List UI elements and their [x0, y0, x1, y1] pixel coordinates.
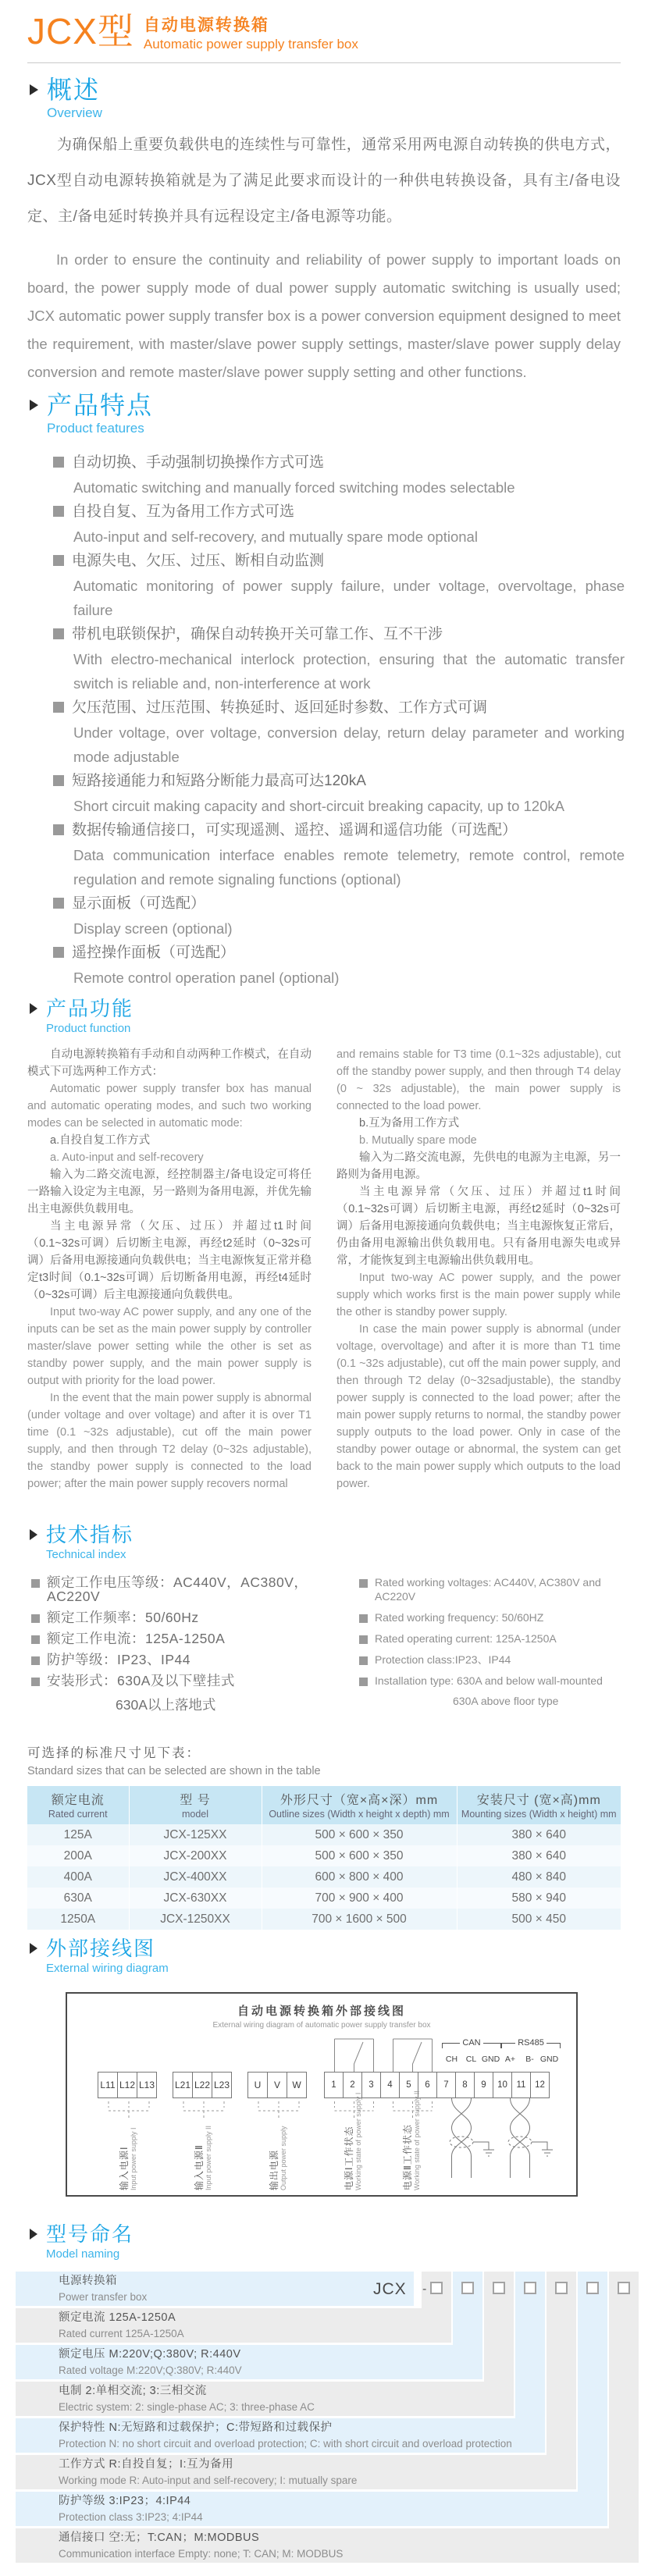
function-paragraph: 当主电源异常（欠压、过压）并超过t1时间（0.1~32s可调）后切断主电源，再经t2延时（0~32s可调）后备用电源接通向负载供电；当主电源恢复正常后，仍由备用电源输出供负载用电。只有备用电源失电或异常，才能恢复到主电源输出供负载用电。 — [336, 1185, 621, 1267]
terminal: L13 — [137, 2072, 157, 2098]
table-row — [27, 1888, 621, 1909]
group-label-en: Output power supply — [279, 2126, 287, 2190]
overview-paragraph-cn: 为确保船上重要负载供电的连续性与可靠性，通常采用两电源自动转换的供电方式，JCX型自动电源转换箱就是为了满足此要求而设计的一种供电转换设备，具有主/备电设定、主/备电延时转换并具有远程设定主/备电源等功能。 — [27, 137, 621, 226]
naming-heading-cn: 型号命名 — [46, 2222, 134, 2246]
bullet-square-icon — [53, 775, 64, 786]
section-features — [0, 392, 648, 990]
technical-item-text: Installation type: 630A and below wall-mounted — [375, 1674, 603, 1687]
technical-item — [31, 1575, 359, 1603]
bullet-square-icon — [53, 506, 64, 517]
header-en: model — [181, 1809, 209, 1820]
sizes-header-cell — [457, 1786, 621, 1824]
naming-row-cn: 防护等级 3:IP23；4:IP44 — [59, 2494, 191, 2507]
code-box — [586, 2282, 599, 2294]
terminal: L22 — [192, 2072, 212, 2098]
technical-heading-cn: 技术指标 — [46, 1523, 134, 1546]
feature-cn — [53, 941, 625, 966]
section-function — [0, 998, 648, 1493]
feature-cn — [53, 450, 625, 475]
group-label-cn: 电源Ⅱ工作状态 — [402, 2123, 413, 2190]
feature-cn-text: 自投自复、互为备用工作方式可选 — [72, 503, 295, 521]
terminal: 5 — [399, 2072, 418, 2098]
terminal: 9 — [474, 2072, 493, 2098]
naming-row-cn: 电源转换箱 — [59, 2274, 117, 2287]
bullet-square-icon — [31, 1678, 40, 1686]
bullet-square-icon — [53, 898, 64, 909]
naming-row — [16, 2418, 545, 2453]
bullet-square-icon — [359, 1635, 368, 1644]
group-label-input2 — [194, 2126, 213, 2190]
terminal: 6 — [418, 2072, 437, 2098]
terminal: 10 — [493, 2072, 512, 2098]
cell-mounting-size: 580 × 940 — [457, 1888, 621, 1909]
naming-row — [16, 2528, 639, 2563]
sizes-table — [27, 1786, 621, 1930]
brand-product-cn: 自动电源转换箱 — [143, 16, 269, 34]
bullet-square-icon — [53, 457, 64, 468]
technical-cn-list — [31, 1575, 359, 1714]
technical-item — [31, 1610, 359, 1624]
overview-heading — [30, 76, 648, 121]
group-label-input1 — [119, 2127, 138, 2190]
code-box — [430, 2282, 443, 2294]
terminal-group-input2 — [173, 2072, 232, 2098]
code-box — [493, 2282, 505, 2294]
feature-en: Automatic monitoring of power supply failure, under voltage, overvoltage, phase failure — [73, 578, 625, 619]
bullet-square-icon — [31, 1656, 40, 1665]
naming-heading — [30, 2223, 648, 2261]
feature-cn — [53, 500, 625, 525]
cell-rated-current: 630A — [27, 1888, 129, 1909]
wiring-title-en: External wiring diagram of automatic power supply transfer box — [212, 2020, 431, 2030]
can-bus-bracket — [442, 2038, 501, 2048]
technical-en-list — [359, 1575, 621, 1714]
technical-item — [359, 1653, 621, 1667]
naming-row-cn: 额定电压 M:220V;Q:380V; R:440V — [59, 2347, 241, 2361]
pin-label: A+ — [504, 2054, 516, 2064]
terminal: L12 — [117, 2072, 137, 2098]
function-paragraph: 输入为二路交流电源，经控制器主/备电设定可将任一路输入设定为主电源，另一路则为备用电源，并优先输出主电源供负载用电。 — [27, 1168, 312, 1215]
overview-heading-en: Overview — [47, 105, 102, 121]
section-arrow-icon — [30, 1003, 37, 1014]
feature-cn-text: 自动切换、手动强制切换操作方式可选 — [72, 454, 325, 471]
terminal: 2 — [343, 2072, 362, 2098]
terminal: L21 — [173, 2072, 193, 2098]
naming-row-en: Protection N: no short circuit and overload protection; C: with short circuit and overload protection — [59, 2437, 512, 2450]
terminal: V — [267, 2072, 287, 2098]
bullet-square-icon — [53, 947, 64, 958]
feature-en: Remote control operation panel (optional) — [73, 970, 340, 987]
brand-product-en: Automatic power supply transfer box — [143, 37, 358, 52]
function-paragraph: 当主电源异常（欠压、过压）并超过t1时间（0.1~32s可调）后切断主电源，再经t2延时（0~32s可调）后备用电源接通向负载供电；当主电源恢复正常并稳定t3时间（0.1~32s可调）后切断备用电源，再经t4延时（0~32s可调）后主电源接通向负载供电。 — [27, 1219, 312, 1301]
feature-item — [53, 818, 625, 891]
group-label-en: Input power supply I — [130, 2127, 137, 2190]
pin-label: GND — [481, 2054, 500, 2064]
feature-cn-text: 遥控操作面板（可选配） — [72, 945, 236, 962]
pin-label: CL — [465, 2054, 477, 2064]
terminal: L23 — [212, 2072, 232, 2098]
feature-item — [53, 549, 625, 622]
naming-diagram — [16, 2272, 639, 2565]
technical-item-text: Rated working frequency: 50/60HZ — [375, 1610, 544, 1624]
naming-row-cn: 工作方式 R:自投自复；I:互为备用 — [59, 2457, 234, 2471]
feature-cn — [53, 549, 625, 574]
cell-rated-current: 1250A — [27, 1909, 129, 1930]
bullet-square-icon — [359, 1614, 368, 1623]
feature-item — [53, 500, 625, 549]
code-strip — [578, 2272, 607, 2492]
table-row — [27, 1909, 621, 1930]
group-label-cn: 输出电源 — [269, 2149, 279, 2190]
sizes-header-cell — [27, 1786, 129, 1824]
cell-rated-current: 400A — [27, 1866, 129, 1888]
cell-outline-size: 600 × 800 × 400 — [262, 1866, 457, 1888]
brand-row — [27, 12, 621, 52]
terminal: 12 — [530, 2072, 550, 2098]
naming-row — [16, 2308, 451, 2343]
technical-heading-en: Technical index — [46, 1547, 126, 1561]
function-paragraph: 输入为二路交流电源，先供电的电源为主电源，另一路则为备用电源。 — [336, 1151, 621, 1181]
terminal: 7 — [436, 2072, 456, 2098]
bullet-square-icon — [53, 555, 64, 566]
feature-item — [53, 941, 625, 990]
section-sizes — [0, 1735, 648, 1930]
technical-heading — [30, 1524, 648, 1561]
feature-cn-text: 显示面板（可选配） — [72, 895, 206, 913]
function-paragraph: Automatic power supply transfer box has manual and automatic operating modes, and such two working modes can be selected in automatic mode: — [27, 1082, 312, 1130]
pin-label: GND — [539, 2054, 559, 2064]
function-left-column — [27, 1046, 312, 1493]
bracket-corner — [483, 2043, 501, 2048]
naming-row-en: Rated current 125A-1250A — [59, 2327, 184, 2339]
naming-row — [16, 2345, 482, 2379]
function-paragraph: a.自投自复工作方式 — [50, 1133, 151, 1147]
cell-outline-size: 500 × 600 × 350 — [262, 1824, 457, 1845]
group-label-en: Working state of power supply II — [413, 2090, 421, 2190]
feature-en: Auto-input and self-recovery, and mutually spare mode optional — [73, 528, 478, 546]
can-label: CAN — [462, 2037, 481, 2048]
technical-item-text: 额定工作电流：125A-1250A — [47, 1630, 226, 1646]
naming-row-en: Communication interface Empty: none; T: CAN; M: MODBUS — [59, 2547, 344, 2560]
technical-item-extra: 630A以上落地式 — [116, 1696, 216, 1713]
code-box — [524, 2282, 536, 2294]
cell-model: JCX-1250XX — [129, 1909, 262, 1930]
naming-row — [16, 2382, 514, 2416]
header-cn: 额定电流 — [51, 1794, 105, 1807]
feature-item — [53, 891, 625, 941]
feature-cn-text: 电源失电、欠压、过压、断相自动监测 — [72, 553, 325, 570]
features-heading — [30, 392, 648, 436]
page-header — [0, 0, 648, 63]
terminal-group-output — [248, 2072, 307, 2098]
code-strip — [547, 2272, 576, 2455]
bus-pin-labels — [442, 2055, 559, 2064]
naming-row — [16, 2272, 414, 2306]
function-paragraph: In the event that the main power supply is abnormal (under voltage and over voltage) and after it is over T1 time (0.1 ~32s adjustable), cut off the main power supply, and then through T2 delay (0~32s adjustable), the standby power supply is connected to the load power; after the main power supply recovers normal — [27, 1391, 312, 1490]
features-heading-cn: 产品特点 — [47, 391, 154, 419]
bracket-corner — [501, 2043, 515, 2048]
cell-model: JCX-125XX — [129, 1824, 262, 1845]
wiring-title-cn: 自动电源转换箱外部接线图 — [237, 2004, 406, 2018]
function-paragraph: b. Mutually spare mode — [359, 1133, 477, 1147]
function-paragraph: Input two-way AC power supply, and the power supply which works first is the main power supply while the other is standby power supply. — [336, 1271, 621, 1318]
bullet-square-icon — [31, 1635, 40, 1644]
bracket-corner — [547, 2043, 561, 2048]
bullet-square-icon — [359, 1579, 368, 1588]
feature-cn — [53, 696, 625, 720]
header-en: Mounting sizes (Width x height) mm — [461, 1809, 617, 1820]
sizes-note-cn: 可选择的标准尺寸见下表： — [27, 1746, 201, 1760]
group-label-en: Input power supply II — [205, 2125, 212, 2190]
technical-columns — [31, 1575, 621, 1714]
technical-item — [31, 1674, 359, 1688]
feature-cn-text: 短路接通能力和短路分断能力最高可达120kA — [72, 773, 366, 790]
naming-row-cn: 额定电流 125A-1250A — [59, 2311, 176, 2324]
bullet-square-icon — [31, 1579, 40, 1588]
header-en: Rated current — [48, 1809, 108, 1820]
terminal: W — [287, 2072, 307, 2098]
bullet-square-icon — [359, 1678, 368, 1686]
technical-item-text: Rated operating current: 125A-1250A — [375, 1631, 557, 1645]
terminal: 1 — [324, 2072, 344, 2098]
rs485-label: RS485 — [518, 2037, 544, 2048]
sizes-note-en: Standard sizes that can be selected are shown in the table — [27, 1765, 321, 1777]
naming-heading-text — [46, 2223, 134, 2261]
function-heading-cn: 产品功能 — [46, 997, 134, 1020]
features-list — [53, 450, 625, 990]
features-heading-text — [47, 392, 153, 436]
feature-item — [53, 450, 625, 500]
feature-cn — [53, 769, 625, 794]
feature-cn — [53, 818, 625, 843]
feature-cn-text: 带机电联锁保护，确保自动转换开关可靠工作、互不干涉 — [72, 626, 443, 643]
technical-item-text: 安装形式：630A及以下壁挂式 — [47, 1672, 235, 1688]
cell-outline-size: 700 × 1600 × 500 — [262, 1909, 457, 1930]
bullet-square-icon — [31, 1614, 40, 1623]
technical-heading-text — [46, 1524, 134, 1561]
brand-model: JCX型 — [27, 11, 134, 52]
group-label-state1 — [344, 2092, 363, 2190]
function-columns — [27, 1046, 621, 1493]
function-paragraph: 自动电源转换箱有手动和自动两种工作模式，在自动模式下可选两种工作方式： — [27, 1048, 312, 1078]
feature-cn — [53, 891, 625, 916]
cell-outline-size: 500 × 600 × 350 — [262, 1845, 457, 1866]
function-paragraph: Input two-way AC power supply, and any one of the inputs can be set as the main power supply by controller master/slave power setting while the other is set as standby power supply, and the main power supply is output with priority for the load power. — [27, 1305, 312, 1387]
cell-mounting-size: 380 × 640 — [457, 1824, 621, 1845]
technical-item — [359, 1610, 621, 1624]
sizes-table-header-row — [27, 1786, 621, 1824]
group-label-state2 — [402, 2090, 422, 2190]
function-paragraph: In case the main power supply is abnormal (under voltage, overvoltage) and after it is more than T1 time (0.1 ~32s adjustable), cut off the main power supply, and then through T2 delay (0~32sadjustable), the standby power supply is connected to the load power; after the main power supply returns to normal, the standby power supply outputs to the load power. Only in case of the standby power outage or abnormal, the system can get back to the main power supply which outputs to the load power. — [336, 1322, 621, 1490]
table-row — [27, 1866, 621, 1888]
header-en: Outline sizes (Width x height x depth) mm — [269, 1809, 450, 1820]
terminal: L11 — [98, 2072, 118, 2098]
function-heading-en: Product function — [46, 1021, 131, 1035]
feature-en: With electro-mechanical interlock protection, ensuring that the automatic transfer switch is reliable and, non-interference at work — [73, 651, 625, 692]
bullet-square-icon — [53, 702, 64, 713]
terminal: 3 — [361, 2072, 381, 2098]
naming-row-en: Working mode R: Auto-input and self-recovery; I: mutually spare — [59, 2474, 358, 2486]
naming-row — [16, 2455, 576, 2489]
cell-model: JCX-400XX — [129, 1866, 262, 1888]
bullet-square-icon — [53, 824, 64, 835]
technical-item — [31, 1631, 359, 1646]
cell-mounting-size: 380 × 640 — [457, 1845, 621, 1866]
bullet-square-icon — [359, 1656, 368, 1665]
naming-row-cn: 保护特性 N:无短路和过载保护；C:带短路和过载保护 — [59, 2421, 333, 2434]
section-overview — [0, 76, 648, 386]
technical-item-text: Protection class:IP23、IP44 — [375, 1653, 511, 1666]
sizes-header-cell — [262, 1786, 457, 1824]
technical-item — [359, 1674, 621, 1688]
wiring-heading-text — [46, 1937, 169, 1975]
function-paragraph: a. Auto-input and self-recovery — [50, 1151, 204, 1164]
features-heading-en: Product features — [47, 421, 144, 436]
terminal: 11 — [511, 2072, 531, 2098]
technical-item — [359, 1575, 621, 1603]
wiring-heading — [30, 1937, 648, 1975]
table-row — [27, 1824, 621, 1845]
wiring-heading-en: External wiring diagram — [46, 1961, 169, 1975]
rs485-bus-bracket — [501, 2038, 561, 2048]
cell-model: JCX-200XX — [129, 1845, 262, 1866]
feature-item — [53, 769, 625, 818]
code-box — [555, 2282, 568, 2294]
brand-product — [144, 12, 358, 52]
bracket-corner — [442, 2043, 460, 2048]
feature-en: Automatic switching and manually forced switching modes selectable — [73, 479, 515, 496]
feature-cn — [53, 622, 625, 647]
naming-row-en: Rated voltage M:220V;Q:380V; R:440V — [59, 2364, 242, 2376]
naming-row-cn: 通信接口 空:无；T:CAN；M:MODBUS — [59, 2531, 260, 2544]
function-heading-text — [46, 998, 134, 1035]
table-row — [27, 1845, 621, 1866]
terminal-group-input1 — [98, 2072, 157, 2098]
section-arrow-icon — [30, 84, 38, 95]
naming-row-en: Protection class 3:IP23; 4:IP44 — [59, 2510, 203, 2523]
header-divider — [27, 62, 621, 63]
group-label-cn: 输入电源Ⅰ — [119, 2146, 130, 2190]
naming-row-en: Electric system: 2: single-phase AC; 3: three-phase AC — [59, 2400, 315, 2413]
feature-item — [53, 622, 625, 696]
group-label-output — [269, 2126, 288, 2190]
terminal: 8 — [455, 2072, 475, 2098]
cell-mounting-size: 500 × 450 — [457, 1909, 621, 1930]
naming-row — [16, 2492, 607, 2526]
function-paragraph: and remains stable for T3 time (0.1~32s adjustable), cut off the standby power supply, and then through T4 delay (0 ~ 32s adjustable), the main power supply is connected to the load power. — [336, 1048, 621, 1112]
feature-en: Under voltage, over voltage, conversion delay, return delay parameter and working mode adjustable — [73, 724, 625, 766]
technical-item-text: 额定工作频率：50/60Hz — [47, 1609, 199, 1625]
cell-model: JCX-630XX — [129, 1888, 262, 1909]
pin-label: B- — [525, 2054, 534, 2064]
section-arrow-icon — [30, 1943, 37, 1954]
section-wiring — [0, 1937, 648, 2197]
technical-item-extra: 630A above floor type — [453, 1694, 559, 1707]
group-label-cn: 电源Ⅰ工作状态 — [344, 2126, 354, 2190]
feature-en: Short circuit making capacity and short-circuit breaking capacity, up to 120kA — [73, 798, 564, 815]
naming-row-en: Power transfer box — [59, 2290, 148, 2303]
sizes-header-cell — [129, 1786, 262, 1824]
bullet-square-icon — [53, 628, 64, 639]
model-dash: - — [422, 2282, 427, 2296]
code-box — [461, 2282, 474, 2294]
group-label-cn: 输入电源Ⅱ — [194, 2144, 205, 2190]
overview-heading-text — [47, 76, 102, 121]
section-technical — [0, 1524, 648, 1714]
terminal: U — [247, 2072, 268, 2098]
header-cn: 安装尺寸 (宽×高)mm — [476, 1794, 601, 1807]
cell-rated-current: 125A — [27, 1824, 129, 1845]
overview-heading-cn: 概述 — [47, 76, 101, 104]
section-arrow-icon — [30, 2229, 37, 2240]
function-heading — [30, 998, 648, 1035]
header-cn: 型 号 — [180, 1794, 211, 1807]
feature-en: Data communication interface enables remote telemetry, remote control, remote regulation and remote signaling functions (optional) — [73, 847, 625, 888]
section-naming — [0, 2223, 648, 2565]
overview-paragraph-en: In order to ensure the continuity and reliability of power supply to important loads on board, the power supply mode of dual power supply automatic switching is usually used; JCX automatic power supply transfer box is a power conversion equipment designed to meet the requirement, with master/slave power supply settings, master/slave power supply delay conversion and remote master/slave power supply setting and other functions. — [27, 251, 621, 381]
model-prefix: JCX — [373, 2279, 407, 2298]
cell-rated-current: 200A — [27, 1845, 129, 1866]
technical-item — [359, 1631, 621, 1646]
function-right-column — [336, 1046, 621, 1493]
wiring-heading-cn: 外部接线图 — [46, 1937, 156, 1960]
cell-outline-size: 700 × 900 × 400 — [262, 1888, 457, 1909]
section-arrow-icon — [30, 1529, 37, 1540]
feature-cn-text: 数据传输通信接口，可实现遥测、遥控、遥调和遥信功能（可选配） — [72, 822, 518, 839]
feature-cn-text: 欠压范围、过压范围、转换延时、返回延时参数、工作方式可调 — [72, 699, 488, 717]
code-box — [618, 2282, 630, 2294]
header-cn: 外形尺寸（宽×高×深）mm — [279, 1794, 439, 1807]
code-strip — [609, 2272, 639, 2528]
pin-label: CH — [445, 2054, 458, 2064]
wiring-diagram — [66, 1992, 578, 2197]
section-arrow-icon — [30, 400, 38, 411]
terminal: 4 — [380, 2072, 400, 2098]
naming-row-cn: 电制 2:单相交流; 3:三相交流 — [59, 2384, 207, 2397]
technical-item — [31, 1653, 359, 1667]
technical-item-text: Rated working voltages: AC440V, AC380V and AC220V — [375, 1575, 601, 1603]
function-paragraph: b.互为备用工作方式 — [359, 1116, 460, 1130]
feature-item — [53, 696, 625, 769]
feature-en: Display screen (optional) — [73, 920, 233, 938]
cell-mounting-size: 480 × 840 — [457, 1866, 621, 1888]
naming-heading-en: Model naming — [46, 2247, 120, 2261]
technical-item-text: 防护等级：IP23、IP44 — [47, 1651, 190, 1667]
group-label-en: Working state of power supply I — [354, 2092, 362, 2190]
technical-item-text: 额定工作电压等级：AC440V，AC380V，AC220V — [47, 1574, 308, 1604]
